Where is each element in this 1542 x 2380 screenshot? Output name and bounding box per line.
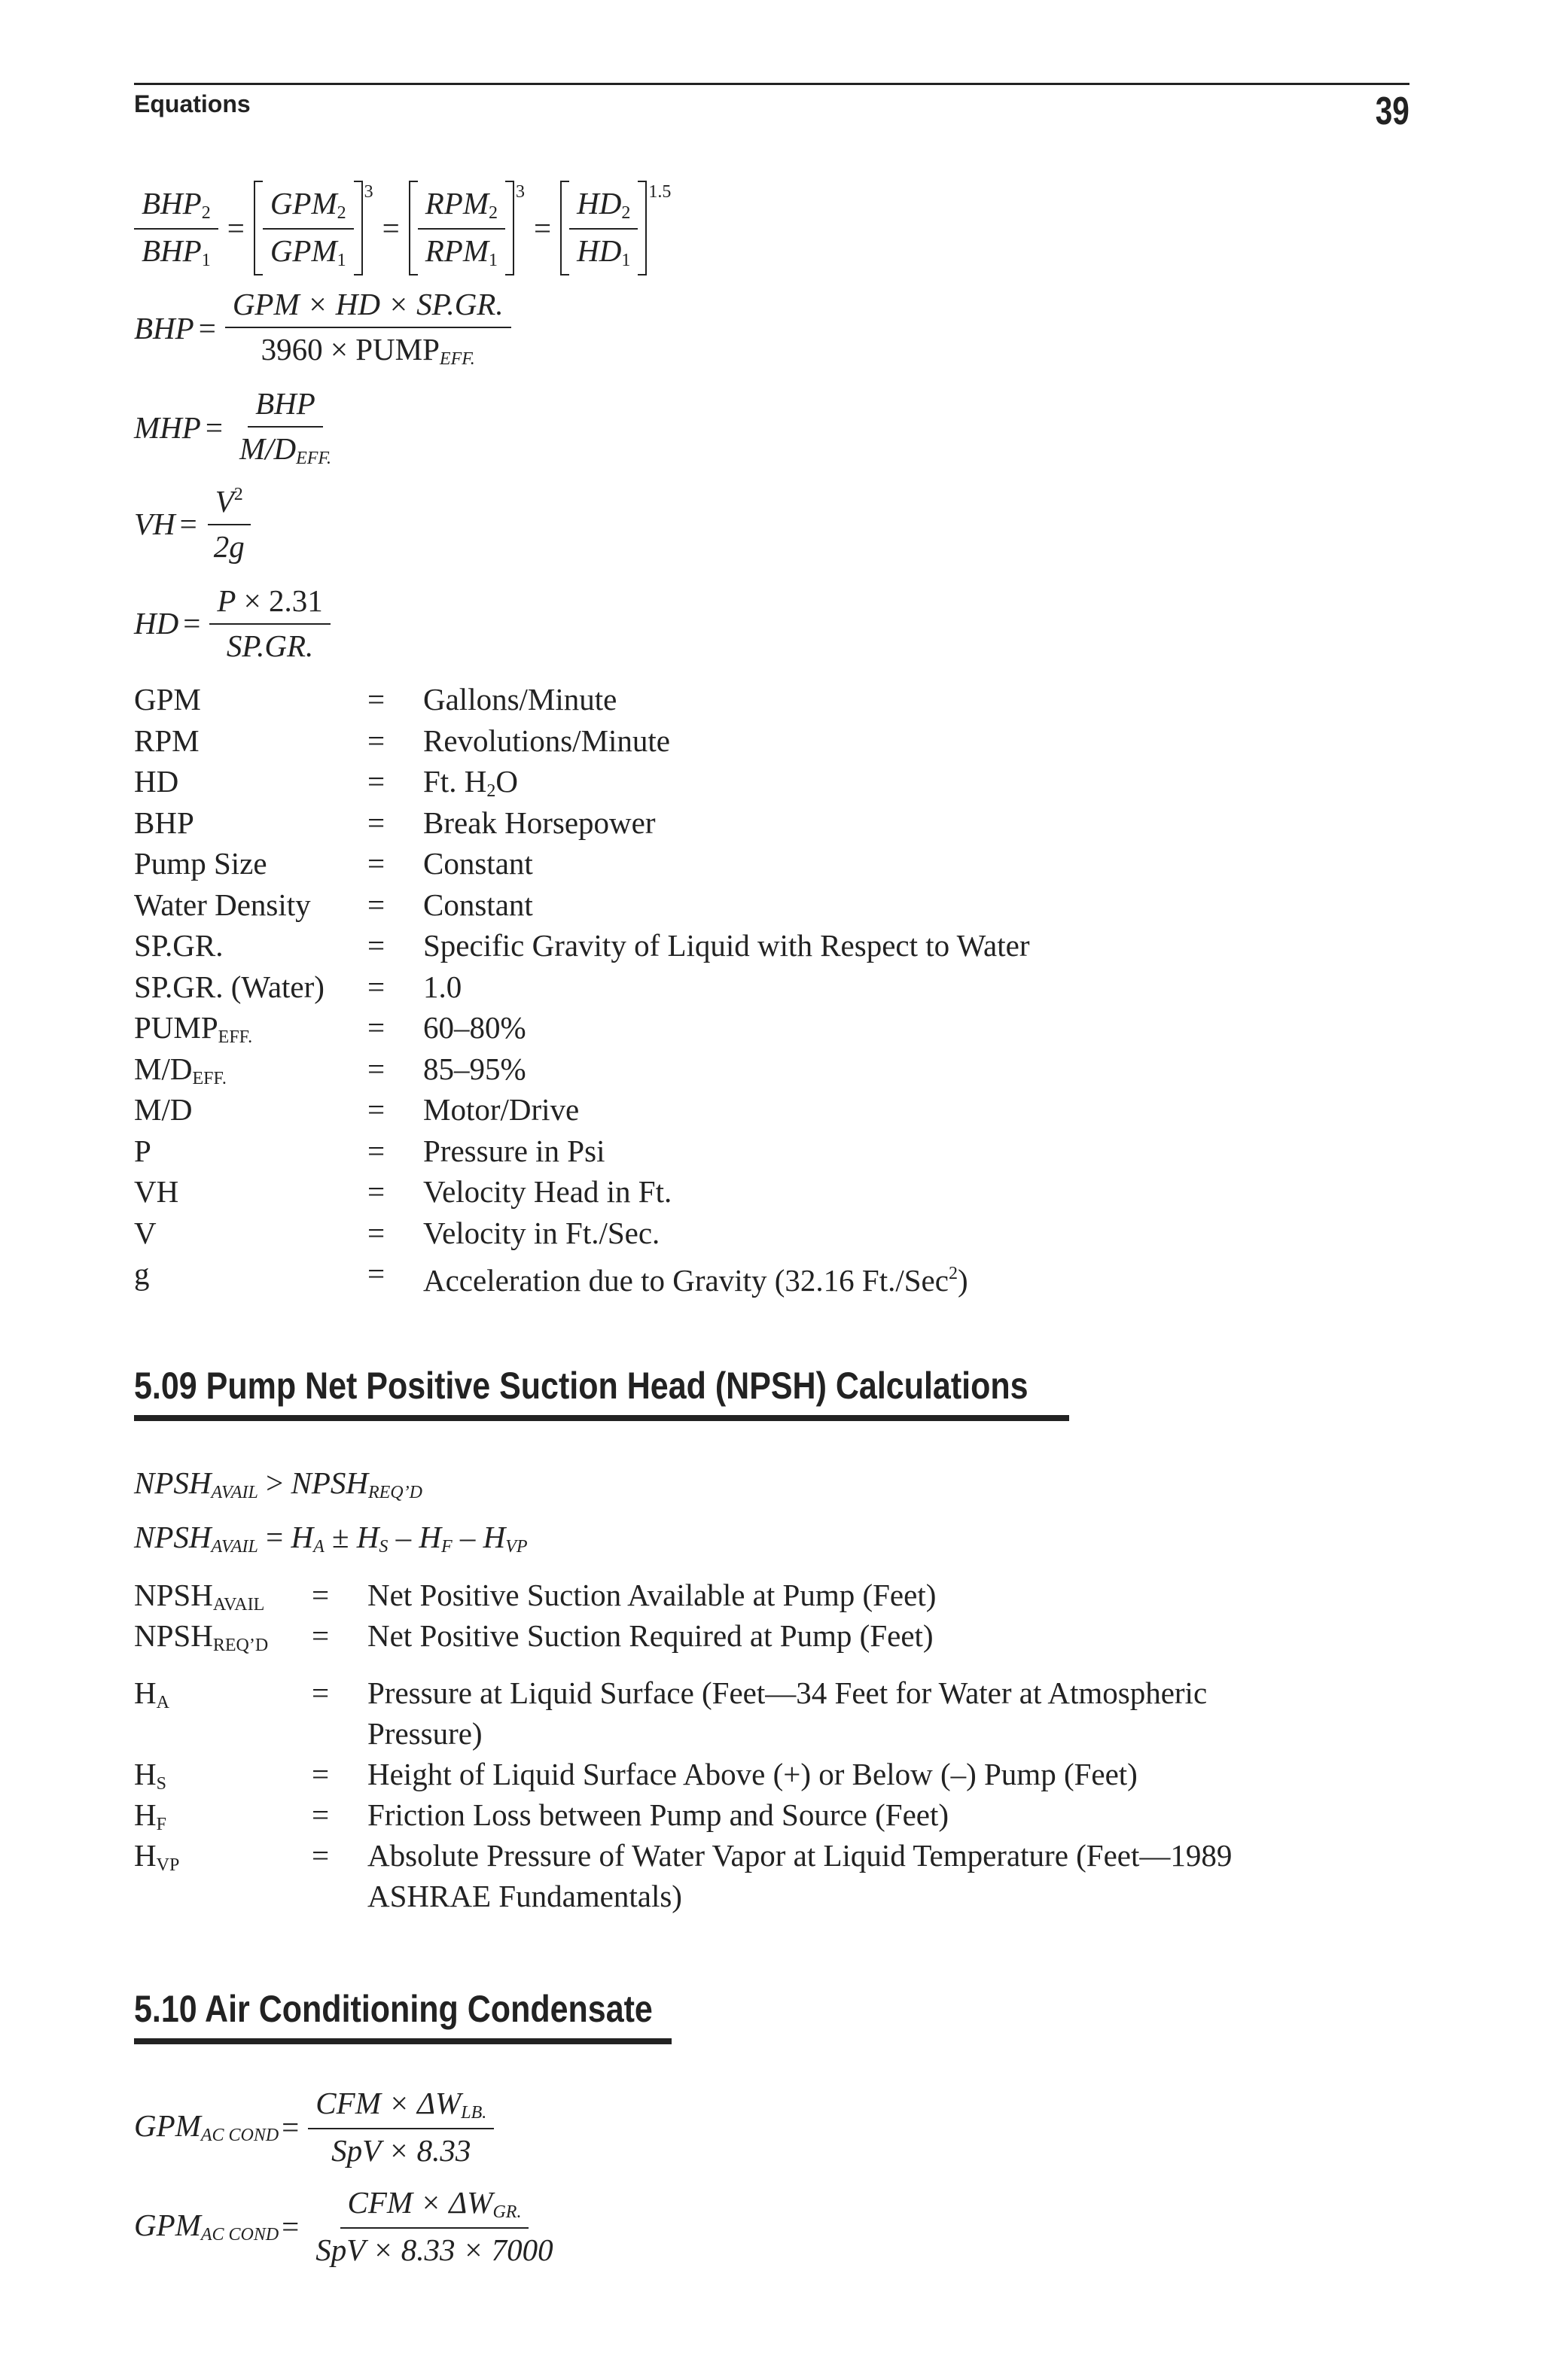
gpm-ratio: $\frac{GPM_2}{GPM_1}$ xyxy=(254,185,363,271)
definition-equals: = xyxy=(367,1010,386,1045)
definition-equals: = xyxy=(367,969,386,1004)
definition-description: Ft. $H_2O$ xyxy=(423,764,518,801)
definition-equals: = xyxy=(367,846,386,881)
definition-term: M/D xyxy=(134,1092,193,1127)
definition-equals: = xyxy=(367,1174,386,1209)
npsh-definition-description: Friction Loss between Pump and Source (Feet) xyxy=(367,1797,949,1832)
bhp-equation: BHP = $\frac{\text{GPM × HD × SP.GR.}}{3960 \times PUMP_{EFF.}}$ xyxy=(134,286,511,370)
definition-equals: = xyxy=(367,1133,386,1168)
definition-description: Pressure in Psi xyxy=(423,1133,605,1168)
npsh-definition-term: $H_{VP}$ xyxy=(134,1838,180,1875)
head-equation: HD = $\frac{P \times 2.31}{SP.GR.}$ xyxy=(134,583,331,664)
definition-equals: = xyxy=(367,764,386,799)
definition-description: Velocity in Ft./Sec. xyxy=(423,1215,660,1250)
npsh-definition-description: Net Positive Suction Required at Pump (Feet) xyxy=(367,1618,934,1653)
npsh-definition-term: $NPSH_{AVAIL}$ xyxy=(134,1578,265,1615)
definition-term: $PUMP_{EFF.}$ xyxy=(134,1010,253,1047)
header-rule xyxy=(134,83,1409,85)
definition-description: Velocity Head in Ft. xyxy=(423,1174,672,1209)
rpm-ratio: $\frac{RPM_2}{RPM_1}$ xyxy=(409,185,514,271)
definition-term: HD xyxy=(134,764,179,799)
definition-description: Revolutions/Minute xyxy=(423,723,670,758)
definition-description: 1.0 xyxy=(423,969,462,1004)
definition-term: V xyxy=(134,1215,157,1250)
npsh-definition-term: $H_A$ xyxy=(134,1675,169,1712)
npsh-equation: $NPSH_{AVAIL} = H_A \pm H_S - H_F - H_{VP}$ xyxy=(134,1520,528,1557)
section-rule-510 xyxy=(134,2038,672,2044)
npsh-definition-description: Pressure at Liquid Surface (Feet—34 Feet for Water at Atmospheric xyxy=(367,1675,1208,1710)
definition-description: Motor/Drive xyxy=(423,1092,580,1127)
npsh-definition-equals: = xyxy=(312,1618,330,1653)
npsh-inequality: $NPSH_{AVAIL}$ > $NPSH_{REQ’D}$ xyxy=(134,1465,422,1502)
definition-term: SP.GR. xyxy=(134,928,224,963)
definition-description: 60–80% xyxy=(423,1010,526,1045)
definition-term: Pump Size xyxy=(134,846,267,881)
definition-equals: = xyxy=(367,723,386,758)
npsh-definition-term: $NPSH_{REQ’D}$ xyxy=(134,1618,269,1655)
section-heading-509: 5.09 Pump Net Positive Suction Head (NPSH) Calculations xyxy=(134,1365,1029,1407)
definition-equals: = xyxy=(367,682,386,717)
definition-description: 85–95% xyxy=(423,1051,526,1086)
definition-term: $M/D_{EFF.}$ xyxy=(134,1051,227,1088)
npsh-definition-term: $H_F$ xyxy=(134,1797,166,1834)
definition-description: Gallons/Minute xyxy=(423,682,617,717)
hd-ratio: $\frac{HD_2}{HD_1}$ xyxy=(560,185,647,271)
condensate-lb-equation: $GPM_{AC COND}$ = $\frac{CFM \times \Delta W_{LB.}}{\text{SpV × 8.33}}$ xyxy=(134,2085,494,2168)
definition-term: BHP xyxy=(134,805,194,840)
definition-description: Constant xyxy=(423,846,533,881)
definition-term: GPM xyxy=(134,682,201,717)
affinity-law-equation: $\frac{BHP_2}{BHP_1}$ = $\frac{GPM_2}{GPM_1}$ 3 = $\frac{RPM_2}{RPM_1}$ 3 = $\frac{HD_2}{HD_1}$ 1.5 xyxy=(134,185,671,271)
npsh-definition-equals: = xyxy=(312,1838,330,1873)
velocity-head-equation: VH = $\frac{V^2}{2g}$ xyxy=(134,483,252,565)
definition-description: Constant xyxy=(423,887,533,922)
definition-equals: = xyxy=(367,928,386,963)
npsh-definition-description: Absolute Pressure of Water Vapor at Liquid Temperature (Feet—1989 xyxy=(367,1838,1233,1873)
mhp-equation: MHP = $\frac{\text{BHP}}{M/D_{EFF.}}$ xyxy=(134,386,331,468)
definition-equals: = xyxy=(367,805,386,840)
section-rule-509 xyxy=(134,1415,1069,1421)
npsh-definition-description: ASHRAE Fundamentals) xyxy=(367,1879,682,1913)
definition-equals: = xyxy=(367,1256,386,1291)
npsh-definition-description: Height of Liquid Surface Above (+) or Below (–) Pump (Feet) xyxy=(367,1757,1138,1791)
definition-term: g xyxy=(134,1256,150,1291)
page-number: 39 xyxy=(1375,90,1409,133)
definition-equals: = xyxy=(367,1215,386,1250)
definition-equals: = xyxy=(367,887,386,922)
npsh-definition-equals: = xyxy=(312,1675,330,1710)
definition-equals: = xyxy=(367,1092,386,1127)
definition-term: SP.GR. (Water) xyxy=(134,969,325,1004)
definition-description: Acceleration due to Gravity (32.16 Ft./Sec$^2$) xyxy=(423,1263,968,1298)
section-heading-510: 5.10 Air Conditioning Condensate xyxy=(134,1988,653,2030)
npsh-definition-description: Net Positive Suction Available at Pump (Feet) xyxy=(367,1578,937,1612)
npsh-definition-description: Pressure) xyxy=(367,1716,483,1751)
npsh-definition-equals: = xyxy=(312,1797,330,1832)
definition-term: P xyxy=(134,1133,151,1168)
running-head: Equations xyxy=(134,90,251,117)
definition-description: Specific Gravity of Liquid with Respect to Water xyxy=(423,928,1030,963)
bhp-ratio: $\frac{BHP_2}{BHP_1}$ xyxy=(134,185,218,271)
npsh-definition-equals: = xyxy=(312,1578,330,1612)
definition-equals: = xyxy=(367,1051,386,1086)
definition-term: Water Density xyxy=(134,887,311,922)
npsh-definition-equals: = xyxy=(312,1757,330,1791)
definition-term: RPM xyxy=(134,723,200,758)
npsh-definition-term: $H_S$ xyxy=(134,1757,166,1794)
definition-term: VH xyxy=(134,1174,179,1209)
condensate-gr-equation: $GPM_{AC COND}$ = $\frac{CFM \times \Delta W_{GR.}}{\text{SpV × 8.33 × 7000}}$ xyxy=(134,2185,553,2267)
definition-description: Break Horsepower xyxy=(423,805,656,840)
